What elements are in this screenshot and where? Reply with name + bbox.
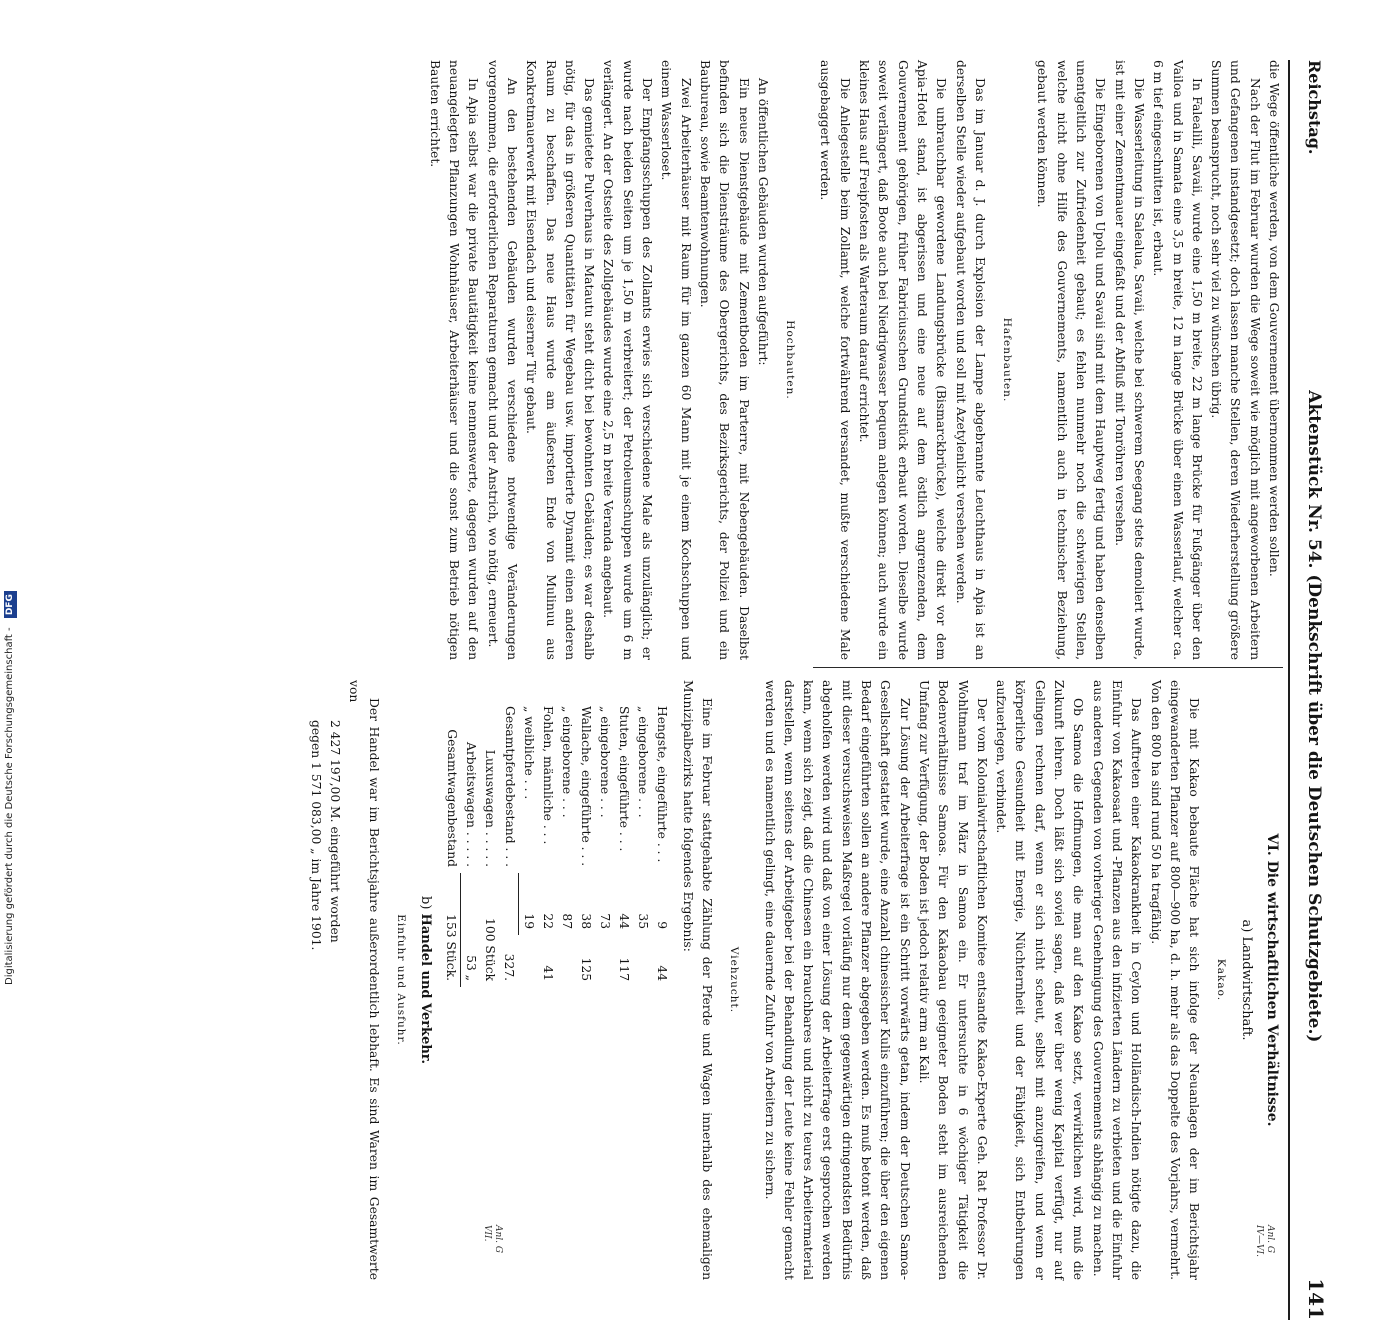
row-group-total: 41 [541,965,556,982]
table-row [595,700,614,987]
table-row [614,700,633,987]
row-label: „ eingeborene . . . [598,706,613,818]
margin-note-1: Anl. G IV—VI. [1254,1225,1275,1257]
row-value: 100 Stück [483,918,498,982]
table-row [519,700,539,987]
table-row [633,700,652,987]
table-row [480,700,499,987]
table-row [557,700,576,987]
row-label: „ eingeborene . . . [636,706,651,818]
subsection-b-text: Handel und Verkehr. [418,913,434,1064]
table-row [652,700,671,987]
paragraph: Die Wasserleitung in Salealua, Savaii, welche bei schwerem Seegang stets demoliert wurde, ist mit einer Zementmauer eingefaßt und der Abfluß mit Tonröhren versehen. [1112,60,1146,660]
row-group-total [519,935,539,987]
paragraph: Das im Januar d. J. durch Explosion der Lampe abgebrannte Leuchthaus in Apia ist an derselben Stelle wieder aufgebaut worden und soll mit Azetylenlicht versehen werden. [953,60,987,660]
header-left: Reichstag. [1305,60,1324,155]
paragraph: Ein neues Dienstgebäude mit Zementboden im Parterre, mit Nebengebäuden. Daselbst befinden sich die Diensträume des Obergerichts, des Bezirksgerichts, der Polizei und ein Baubureau, sowie Beamtenwohnungen. [697,60,751,660]
margin-note-2: Anl. G VII. [482,1225,503,1254]
table-row [538,700,557,987]
subheading-viehzucht: Viehzucht. [728,946,741,1014]
subheading-kakao: Kakao. [1215,958,1228,1002]
paragraph: Die mit Kakao bebaute Fläche hat sich infolge der Neuanlagen der im Berichtsjahr eingewanderten Pflanzer auf 800—900 ha, d. h. mehr als das Doppelte des Vorjahrs, vermehrt. Von den 800 ha sind rund 50 ha tragfähig. [1148,680,1202,1280]
paragraph: Das gemietete Pulverhaus in Matautu steht dicht bei bewohnten Gebäuden; es war deshalb nötig, für das in größeren Quantitäten für Wegebau usw. importierte Dynamit einen anderen Raum zu beschaffen. Das neue Haus wurde am äußersten Ende von Mulinuu aus Konkretmauerwerk mit Eisendach und eiserner Tür gebaut. [524,60,597,660]
paragraph: Das Auftreten einer Kakaokrankheit in Ceylon und Holländisch-Indien nötigte dazu, die Einfuhr von Kakaosaat und -Pflanzen aus den infizierten Ländern zu verbieten und die Einfuhr aus anderen Gegenden von vorheriger Genehmigung des Gouvernements abhängig zu machen. [1090,680,1144,1280]
credit-strip [2,10,14,990]
paragraph: Der vom Kolonialwirtschaftlichen Komitee entsandte Kakao-Experte Geh. Rat Professor Dr. Wohltmann traf im März in Samoa ein. Er untersuchte in 6 wöchiger Tätigkeit die Bodenverhältnisse Samoas. Für den Kakaobau geeigneter Boden steht im ausreichenden Umfang zur Verfügung, der Boden ist jedoch relativ arm an Kali. [916,680,989,1280]
row-label: Stuten, eingeführte . . . [617,706,632,852]
row-value: 19 [519,873,539,935]
paragraph: Die Anlegestelle beim Zollamt, welche fortwährend versandet, mußte verschiedene Male ausgebaggert werden. [818,60,852,660]
table-total-row [499,700,519,987]
row-group-total [557,935,576,987]
section-title: VI. Die wirtschaftlichen Verhältnisse. [1264,833,1280,1127]
column-divider [813,667,1283,668]
paragraph: Nach der Flut im Februar wurden die Wege soweit wie möglich mit angeworbenen Arbeitern und Gefangenen instandgesetzt; doch lassen manche Stellen, deren Wiederherstellung größere Summen beansprucht, noch sehr viel zu wünschen übrig. [1209,60,1262,660]
dfg-logo: DFG [4,591,17,618]
paragraph: Eine im Februar stattgehabte Zählung der Pferde und Wagen innerhalb des ehemaligen Munizipalbezirks hatte folgendes Ergebnis: [680,680,714,1280]
paragraph: Ob Samoa die Hoffnungen, die man auf den Kakao setzt, verwirklichen wird, muß die Zukunft lehren. Doch läßt sich soviel sagen, daß wer über wenig Kapital verfügt, nur auf Gelingen rechnen darf, wenn er sich nicht scheut, selbst mit anzugreifen, und wenn er körperliche Gesundheit mit Energie, Nüchternheit und der Fähigkeit, sich Entbehrungen aufzuerlegen, verbindet. [994,680,1086,1280]
total-value: 327. [502,953,517,982]
row-value: 53 „ [461,873,481,987]
row-value: 73 [598,913,613,930]
subheading-hochbauten: Hochbauten. [784,320,797,400]
paragraph: Zur Lösung der Arbeiterfrage ist ein Schritt vorwärts getan, indem der Deutschen Samoa-Gesellschaft gestattet wurde, eine Anzahl chinesischer Kulis einzuführen; die über den eigenen Bedarf eingeführten sollen an andere Pflanzer abgegeben werden. Es muß betont werden, daß mit dieser versuchsweisen Maßregel vorläufig nur dem gegenwärtigen dringendsten Bedürfnis abgeholfen werden wird und daß von einer Lösung der Arbeiterfrage erst gesprochen werden kann, wenn sich zeigt, daß die Chinesen ein brauchbares und nicht zu teures Arbeitermaterial darstellen, wenn seitens der Arbeitgeber bei der Behandlung der Leute keine Fehler gemacht werden und es namentlich gelingt, eine dauernde Zufuhr von Arbeitern zu sichern. [762,680,912,1280]
row-group-total: 44 [655,965,670,982]
left-column [425,60,1283,660]
trade-line: gegen 1 571 083,00 „ im Jahre 1901. [308,720,323,951]
row-value: 9 [655,921,670,930]
running-header [1288,60,1328,1320]
livestock-table [441,700,671,987]
total-label: Gesamtpferdebestand . . . [502,706,517,868]
row-group-total [595,935,614,987]
paragraph: Der Handel war im Berichtsjahre außerordentlich lebhaft. Es sind Waren im Gesamtwerte von [347,680,381,1280]
paragraph: An den bestehenden Gebäuden wurden verschiedene notwendige Veränderungen vorgenommen, die erforderlichen Reparaturen gemacht und der Anstrich, wo nötig, erneuert. [485,60,520,660]
paragraph: Die Eingeborenen von Upolu und Savaii sind mit dem Hauptweg fertig und haben denselben unentgeltlich zur Zufriedenheit gebaut; es fehlen nunmehr noch die schwierigen Stellen, welche nicht ohne Hilfe des Gouvernements, namentlich auch in technischer Beziehung, gebaut werden können. [1035,60,1108,660]
row-label: „ weibliche . . . [522,706,537,800]
row-label: Arbeitswagen . . . . . [464,741,479,868]
paragraph: Zwei Arbeiterhäuser mit Raum für im ganzen 60 Mann mit je einem Kochschuppen und einem Wasserloset. [659,60,693,660]
row-label: Wallache, eingeführte . . . [579,706,594,867]
row-group-total: 117 [617,957,632,982]
subheading-einfuhr: Einfuhr und Ausfuhr. [395,914,408,1046]
paragraph: Die unbrauchbar gewordene Landungsbrücke (Bismarckbrücke), welche direkt vor dem Apia-Hotel stand, ist abgerissen und eine neue auf dem östlich angrenzenden, dem Gouvernement gehörigen, früher Fabriciusschen Grundstück erbaut worden. Dieselbe wurde soweit verlängert, daß Boote auch bei Niedrigwasser bequem anlegen können; auch wurde ein kleines Haus auf Freipfosten als Warteraum darauf errichtet. [857,60,949,660]
table-row [576,700,595,987]
row-value: 44 [617,913,632,930]
trade-line: 2 427 197,00 M. eingeführt worden [328,720,343,943]
subsection-b-title [416,680,435,1280]
row-value: 38 [579,913,594,930]
row-group-total: 125 [579,957,594,982]
row-value: 22 [541,913,556,930]
row-value: 35 [636,913,651,930]
digitization-credit [3,25,16,985]
row-value: 87 [560,913,575,930]
paragraph: In Apia selbst war die private Bautätigkeit keine nennenswerte, dagegen wurden auf den neuangelegten Pflanzungen Wohnhäuser, Arbeiterhäuser und die sonst zum Betrieb nötigen Bauten errichtet. [427,60,481,660]
row-label: Luxuswagen . . . . . [483,749,498,868]
total-label: Gesamtwagenbestand [444,729,459,868]
subsection-a-title: a) Landwirtschaft. [1238,919,1254,1041]
page-number: 141 [1304,1278,1328,1320]
header-title: Aktenstück Nr. 54. (Denkschrift über die Deutschen Schutzgebiete.) [1304,390,1324,1043]
table-row [461,700,481,987]
row-label: Fohlen, männliche . . . [541,706,556,845]
paragraph: An öffentlichen Gebäuden wurden aufgeführt: [755,78,770,366]
paragraph: Der Empfangsschuppen des Zollamts erwies sich verschiedene Male als unzulänglich; er wurde nach beiden Seiten um je 1,50 m verbreitert; der Petroleumschuppen wurde um 6 m verlängert. An der Ostseite des Zollgebäudes wurde eine 2,5 m breite Veranda angebaut. [601,60,655,660]
credit-text: Digitalisierung gefördert durch die Deutsche Forschungsgemeinschaft - [4,627,15,985]
subheading-hafenbauten: Hafenbauten. [1001,317,1014,403]
row-label: „ eingeborene . . . [560,706,575,818]
row-label: Hengste, eingeführte . . . [655,706,670,863]
row-group-total [633,935,652,987]
total-value: 153 Stück. [444,914,459,982]
paragraph: die Wege öffentliche werden, von dem Gouvernement übernommen werden sollen. [1267,60,1281,577]
right-column [306,680,1283,1280]
subsection-b-prefix: b) [418,896,434,910]
table-total-row [441,700,461,987]
paragraph: In Falealili, Savaii, wurde eine 1,50 m breite, 22 m lange Brücke für Fußgänger über den Vailoa und in Samata eine 3,5 m breite, 12 m lange Brücke über einen Wasserlauf, welcher ca. 6 m tief eingeschnitten ist, erbaut. [1151,60,1204,660]
